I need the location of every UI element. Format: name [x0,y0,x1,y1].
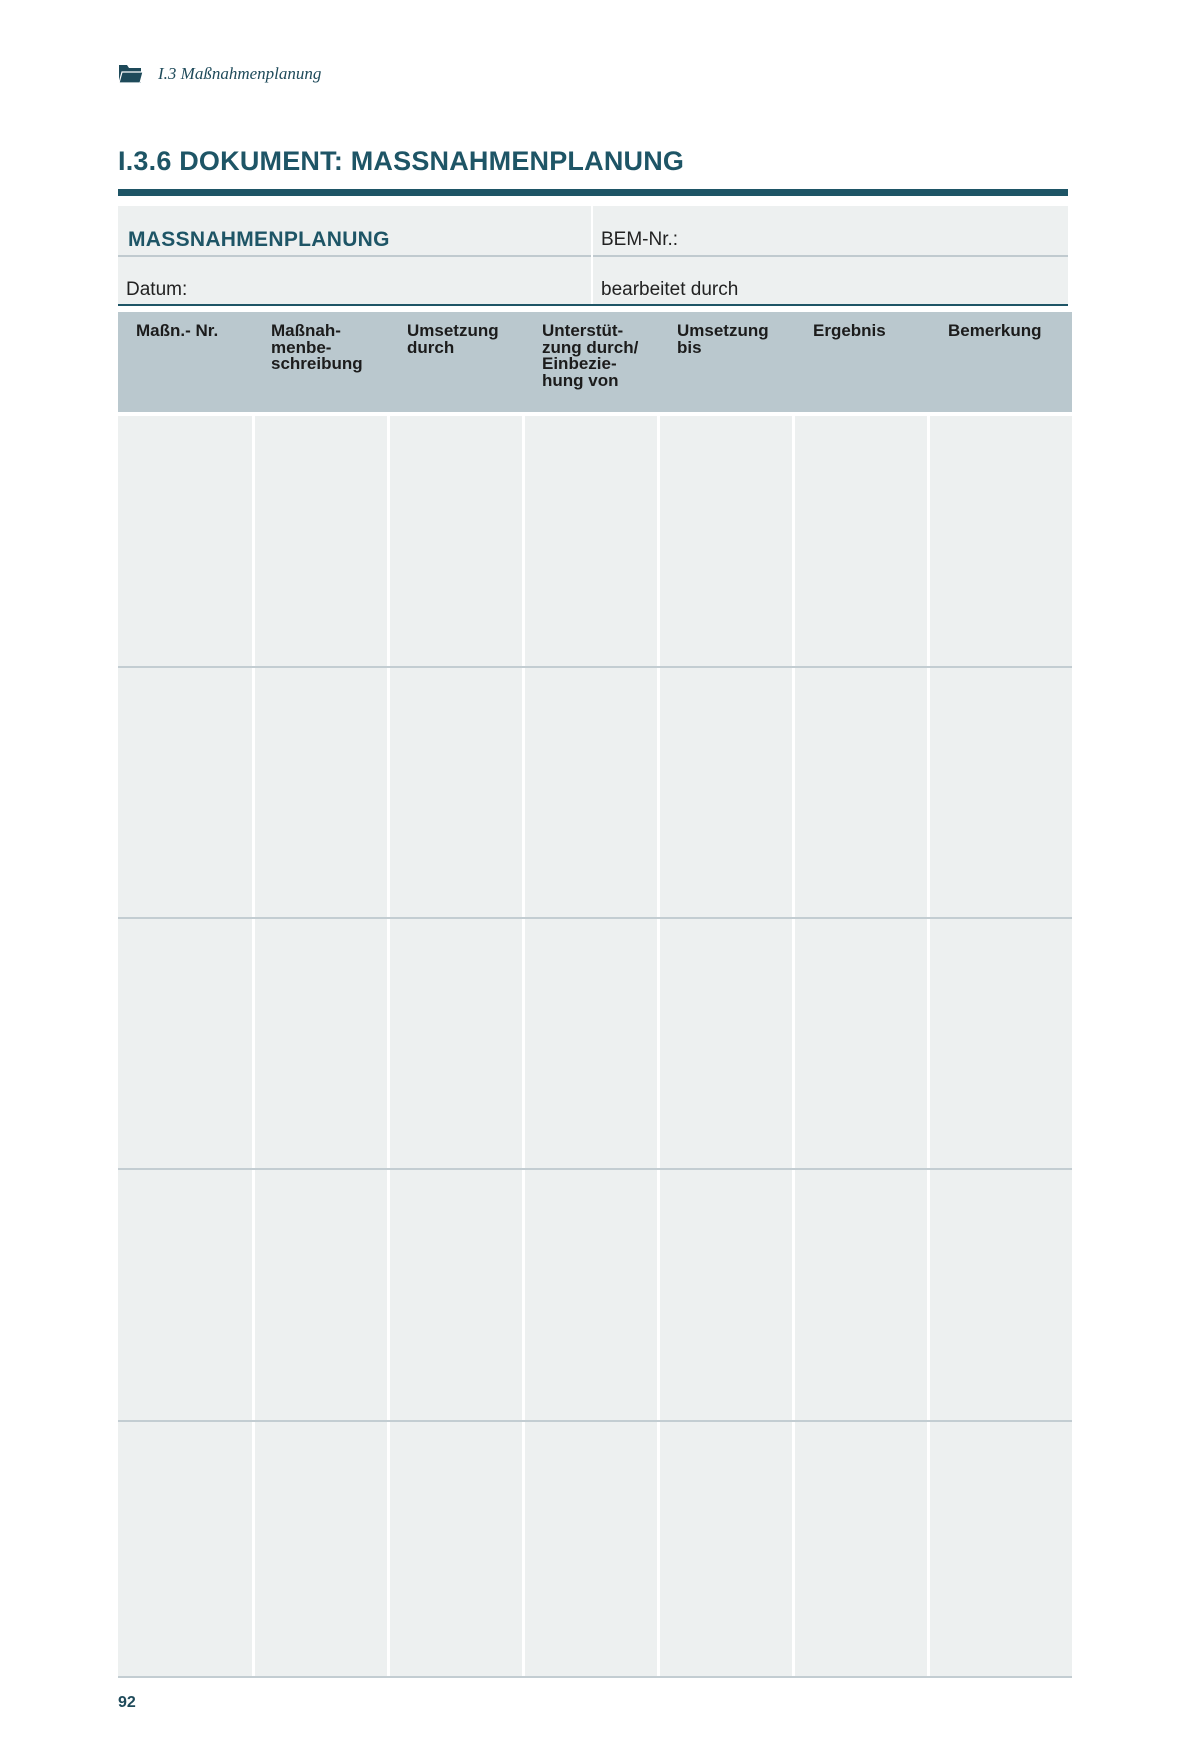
form-header [118,206,1068,306]
table-cell[interactable] [793,918,928,1169]
meta-bottom-rule [118,304,1068,306]
row-divider [118,1676,1072,1678]
column-header-bemerkung: Bemerkung [948,321,1042,340]
table-cell[interactable] [253,1169,388,1421]
table-cell[interactable] [118,667,253,918]
table-cell[interactable] [793,667,928,918]
column-header-umsetzung-durch: Umsetzung durch [407,321,499,357]
form-title: MASSNAHMENPLANUNG [128,228,390,251]
meta-column-divider [591,206,593,306]
page-number: 92 [118,1694,136,1711]
table-cell[interactable] [793,416,928,667]
bearbeitet-label: bearbeitet durch [601,279,739,300]
column-divider [792,416,795,1678]
table-cell[interactable] [253,918,388,1169]
table-cell[interactable] [388,918,523,1169]
column-divider [522,416,525,1678]
table-cell[interactable] [523,918,658,1169]
table-cell[interactable] [658,1421,793,1678]
table-cell[interactable] [388,1169,523,1421]
table-cell[interactable] [118,1169,253,1421]
column-header-ergebnis: Ergebnis [813,321,886,340]
table-cell[interactable] [253,416,388,667]
row-divider [118,666,1072,668]
table-cell[interactable] [793,1421,928,1678]
breadcrumb-text: I.3 Maßnahmenplanung [158,64,322,83]
measures-table [118,312,1072,1678]
table-cell[interactable] [388,416,523,667]
table-cell[interactable] [523,1169,658,1421]
column-header-massn-nr: Maßn.- Nr. [136,321,219,340]
column-divider [387,416,390,1678]
table-body [118,416,1072,1678]
page-title: I.3.6 DOKUMENT: MASSNAHMENPLANUNG [118,146,685,176]
table-cell[interactable] [658,918,793,1169]
row-divider [118,917,1072,919]
bem-nr-label: BEM-Nr.: [601,229,679,250]
column-divider [252,416,255,1678]
table-cell[interactable] [793,1169,928,1421]
table-cell[interactable] [658,416,793,667]
table-cell[interactable] [928,1169,1072,1421]
column-header-unterstuetzung: Unterstüt- zung durch/ Einbezie- hung von [542,321,639,390]
column-divider [657,416,660,1678]
table-cell[interactable] [928,416,1072,667]
row-divider [118,1168,1072,1170]
title-rule [118,189,1068,196]
table-cell[interactable] [928,1421,1072,1678]
table-cell[interactable] [253,667,388,918]
column-header-umsetzung-bis: Umsetzung bis [677,321,769,357]
table-cell[interactable] [658,667,793,918]
breadcrumb [118,62,321,86]
table-cell[interactable] [523,667,658,918]
datum-label: Datum: [126,279,188,300]
table-cell[interactable] [388,1421,523,1678]
table-cell[interactable] [928,667,1072,918]
table-cell[interactable] [253,1421,388,1678]
table-cell[interactable] [118,1421,253,1678]
table-cell[interactable] [523,1421,658,1678]
table-cell[interactable] [118,918,253,1169]
table-header [118,312,1072,412]
row-divider [118,1420,1072,1422]
table-cell[interactable] [118,416,253,667]
column-header-beschreibung: Maßnah- menbe- schreibung [271,321,363,373]
table-cell[interactable] [523,416,658,667]
folder-icon [118,62,144,86]
table-cell[interactable] [658,1169,793,1421]
table-cell[interactable] [388,667,523,918]
table-cell[interactable] [928,918,1072,1169]
column-divider [927,416,930,1678]
meta-divider [118,255,1068,257]
